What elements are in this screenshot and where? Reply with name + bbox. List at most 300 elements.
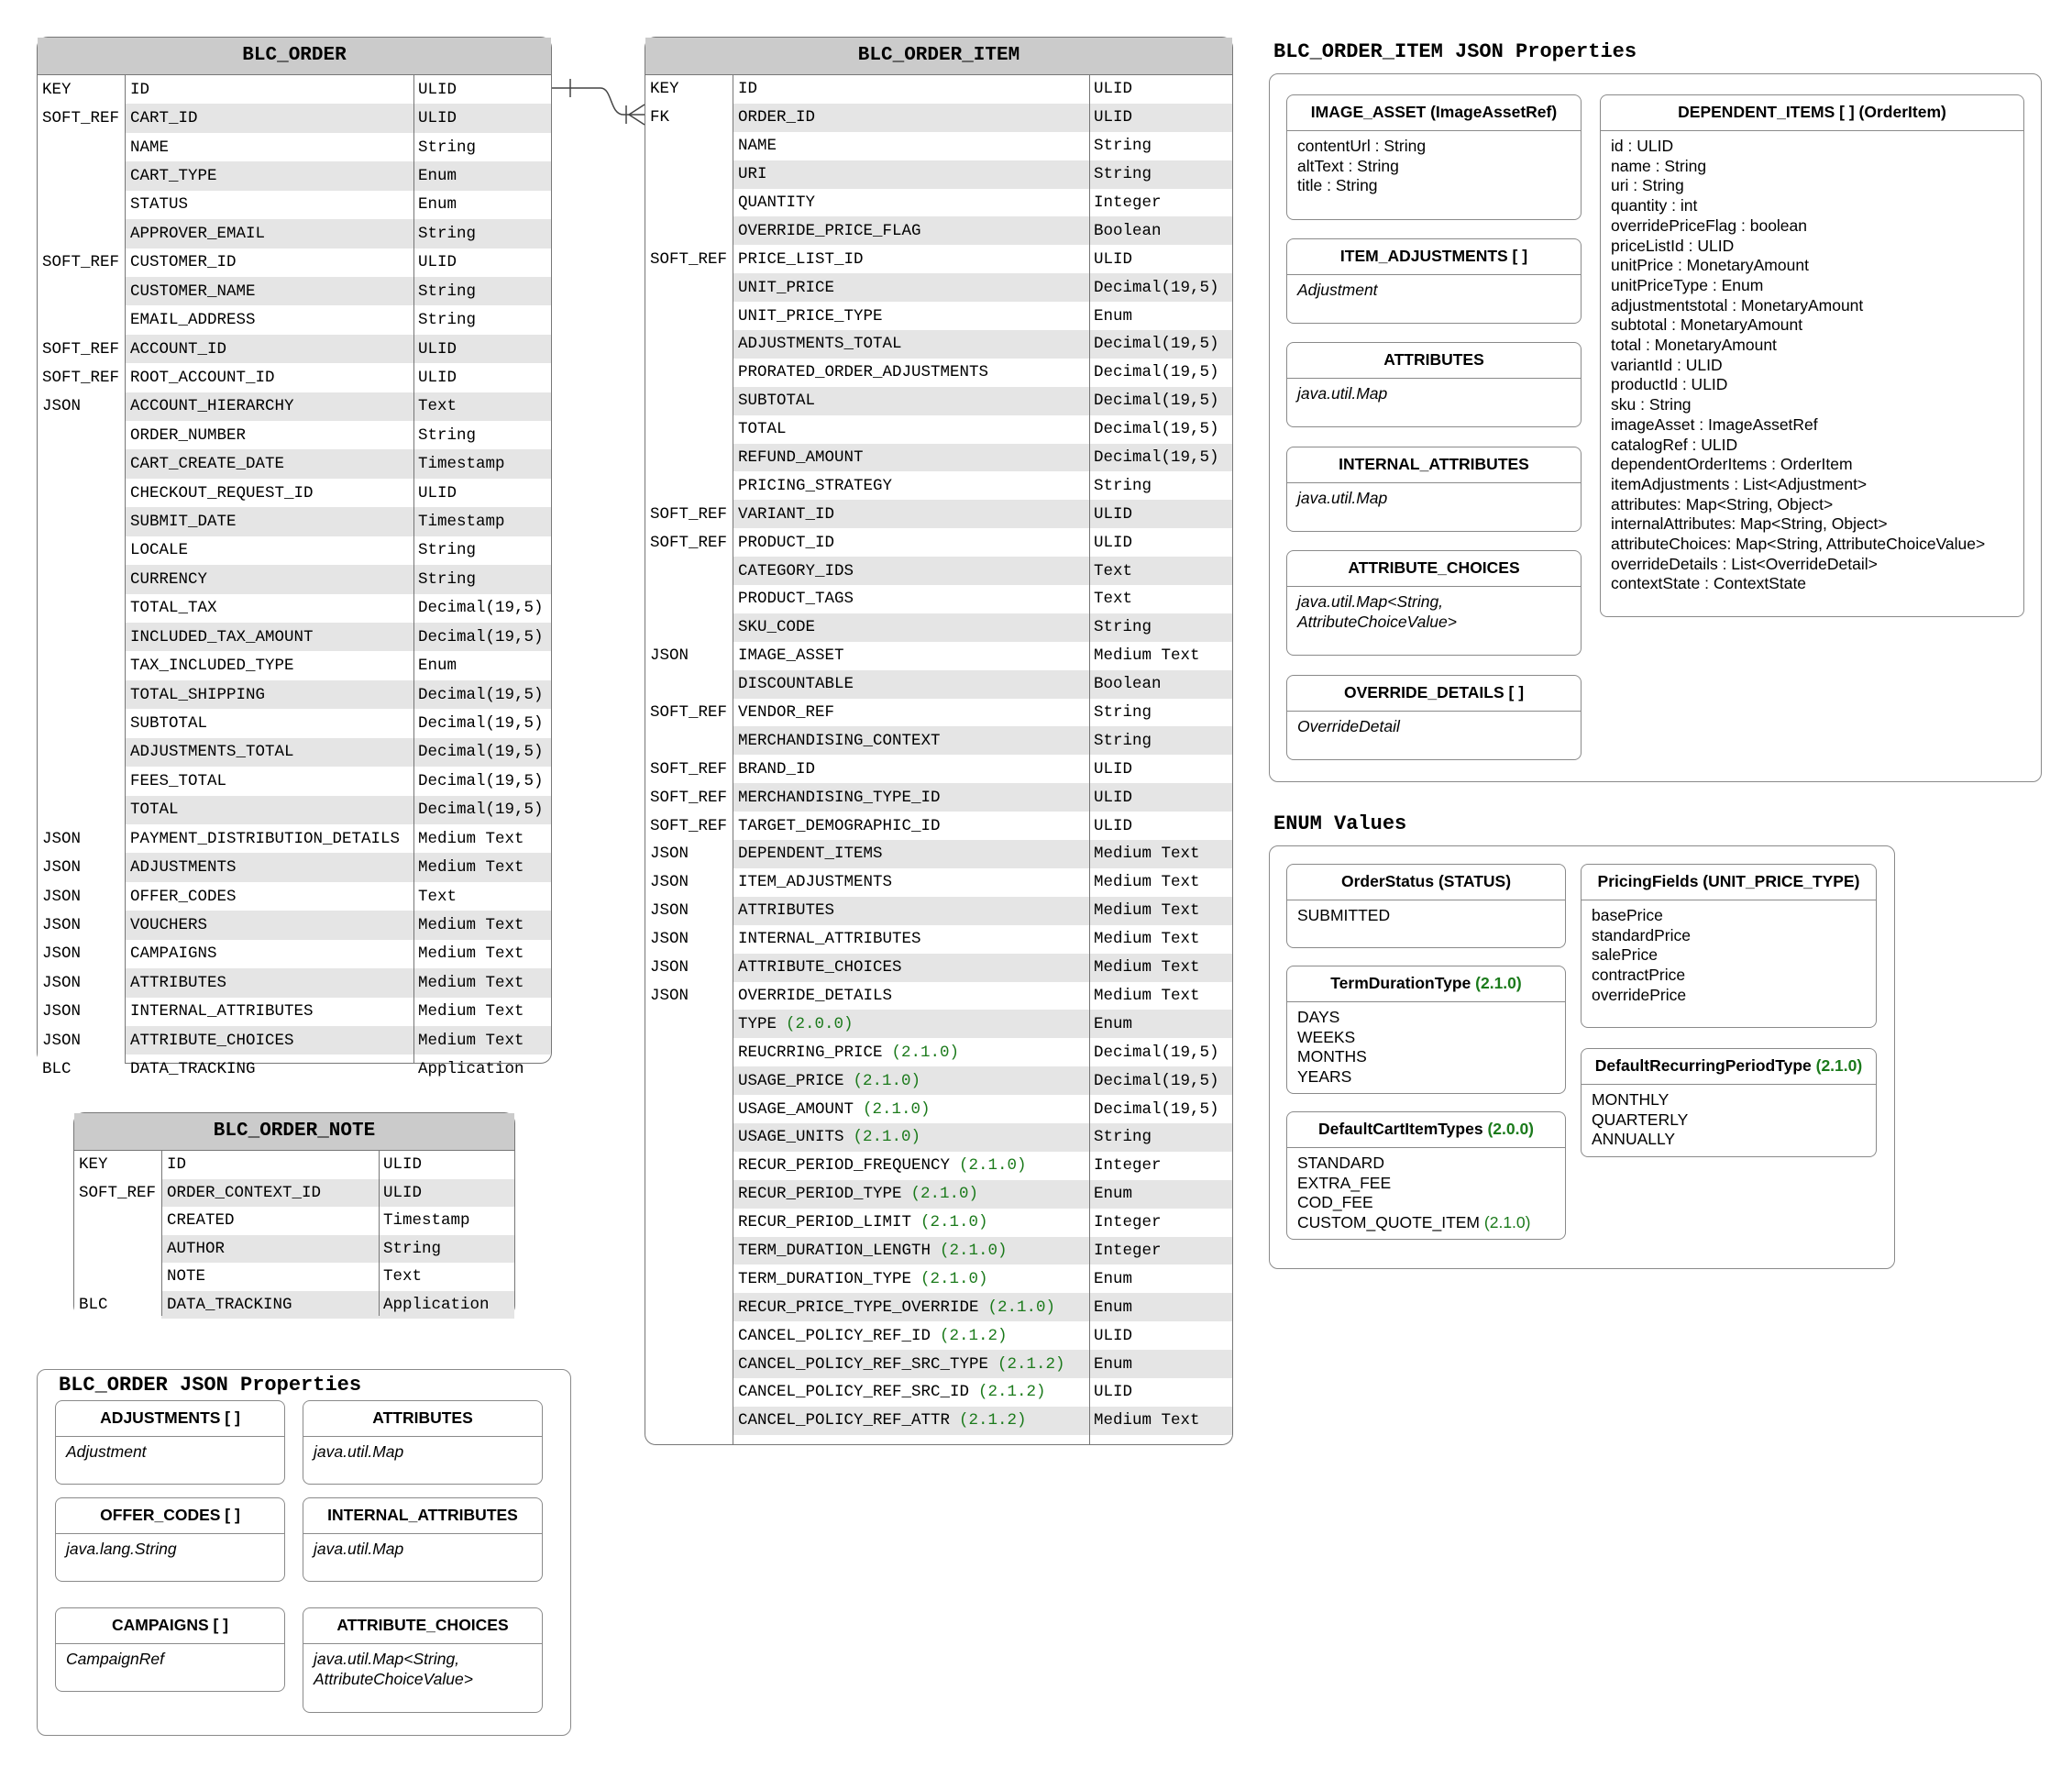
box-line: attributeChoices: Map<String, AttributeChoiceValue> bbox=[1611, 535, 1986, 554]
column-type-cell: Integer bbox=[1094, 1241, 1162, 1260]
column-name-cell bbox=[161, 1151, 379, 1179]
table-row bbox=[74, 1263, 514, 1291]
box-title: OVERRIDE_DETAILS [ ] bbox=[1287, 676, 1581, 712]
column-type-cell: Decimal(19,5) bbox=[1094, 1099, 1219, 1119]
column-name-text: DATA_TRACKING bbox=[167, 1295, 292, 1314]
column-name-text: DISCOUNTABLE bbox=[738, 675, 854, 694]
column-name-text: CART_ID bbox=[130, 109, 198, 128]
box-title: DEPENDENT_ITEMS [ ] (OrderItem) bbox=[1601, 95, 2023, 131]
column-key-cell bbox=[645, 160, 733, 189]
column-name-cell bbox=[733, 699, 1089, 727]
json-box-item-internal-attributes bbox=[1286, 447, 1582, 532]
column-name-text: TERM_DURATION_LENGTH bbox=[738, 1241, 931, 1260]
json-box-dependent-items bbox=[1600, 94, 2024, 617]
column-key-cell bbox=[645, 613, 733, 642]
table-row bbox=[38, 796, 551, 824]
table-row bbox=[645, 1123, 1232, 1152]
order-json-properties-title: BLC_ORDER JSON Properties bbox=[59, 1374, 362, 1397]
column-type-cell: String bbox=[418, 425, 477, 445]
column-name-text: QUANTITY bbox=[738, 193, 816, 212]
column-key-cell: JSON bbox=[645, 954, 733, 982]
column-name-cell bbox=[733, 104, 1089, 132]
column-type-cell: ULID bbox=[1094, 816, 1133, 835]
column-name-cell bbox=[733, 189, 1089, 217]
json-box-item-attribute-choices bbox=[1286, 550, 1582, 656]
column-name-text: SUBMIT_DATE bbox=[130, 513, 237, 532]
column-key-cell bbox=[38, 161, 125, 190]
column-key-cell: KEY bbox=[74, 1151, 161, 1179]
column-key-cell: SOFT_REF bbox=[74, 1179, 161, 1208]
column-name-cell bbox=[733, 1123, 1089, 1152]
column-type-cell: Decimal(19,5) bbox=[1094, 363, 1219, 382]
box-line: itemAdjustments : List<Adjustment> bbox=[1611, 474, 1868, 493]
column-key-cell bbox=[74, 1235, 161, 1264]
column-key-cell bbox=[645, 216, 733, 245]
column-name-text: ORDER_CONTEXT_ID bbox=[167, 1183, 322, 1202]
box-line: EXTRA_FEE bbox=[1297, 1173, 1392, 1192]
column-name-text: STATUS bbox=[130, 195, 189, 215]
box-line: standardPrice bbox=[1592, 925, 1691, 944]
column-name-cell bbox=[125, 940, 413, 968]
column-type-cell: ULID bbox=[1094, 533, 1133, 552]
box-title: CAMPAIGNS [ ] bbox=[56, 1608, 284, 1644]
column-name-cell bbox=[733, 783, 1089, 812]
box-line: overridePrice bbox=[1592, 985, 1687, 1004]
column-name-text: CHECKOUT_REQUEST_ID bbox=[130, 483, 314, 502]
column-name-text: PAYMENT_DISTRIBUTION_DETAILS bbox=[130, 829, 401, 848]
column-type-cell: Medium Text bbox=[418, 829, 524, 848]
column-name-text: PRICE_LIST_ID bbox=[738, 249, 864, 269]
table-row bbox=[38, 104, 551, 132]
column-name-text: NAME bbox=[738, 137, 777, 156]
table-row bbox=[645, 1350, 1232, 1378]
column-name-cell bbox=[733, 982, 1089, 1011]
column-key-cell: JSON bbox=[38, 940, 125, 968]
column-name-cell bbox=[733, 75, 1089, 104]
column-key-cell bbox=[38, 594, 125, 623]
column-type-cell: ULID bbox=[1094, 249, 1133, 269]
table-row bbox=[645, 812, 1232, 840]
column-name-cell bbox=[161, 1235, 379, 1264]
column-key-cell: SOFT_REF bbox=[645, 245, 733, 273]
table-row bbox=[38, 305, 551, 334]
column-name-text: TOTAL bbox=[738, 420, 787, 439]
box-line: java.util.Map bbox=[314, 1442, 404, 1461]
column-name-cell bbox=[733, 528, 1089, 557]
column-name-text: ACCOUNT_HIERARCHY bbox=[130, 397, 294, 416]
column-type-cell: ULID bbox=[1094, 788, 1133, 807]
column-name-text: PRODUCT_TAGS bbox=[738, 590, 854, 609]
column-name-cell bbox=[733, 670, 1089, 699]
box-line: title : String bbox=[1297, 176, 1378, 195]
table-row bbox=[645, 160, 1232, 189]
column-type-cell: Medium Text bbox=[1094, 1411, 1200, 1430]
column-key-cell bbox=[645, 585, 733, 613]
column-name-cell bbox=[733, 642, 1089, 670]
version-tag: (2.1.2) bbox=[997, 1354, 1065, 1374]
column-key-cell: JSON bbox=[645, 840, 733, 868]
column-name-text: CART_CREATE_DATE bbox=[130, 455, 285, 474]
column-name-text: NOTE bbox=[167, 1267, 206, 1287]
box-line: STANDARD bbox=[1297, 1154, 1384, 1172]
column-type-cell: Boolean bbox=[1094, 221, 1162, 240]
column-type-cell: Text bbox=[418, 887, 457, 906]
box-line: java.util.Map<String, bbox=[1297, 592, 1444, 611]
table-row bbox=[38, 594, 551, 623]
column-key-cell bbox=[645, 444, 733, 472]
table-row bbox=[645, 1010, 1232, 1038]
column-name-cell bbox=[125, 191, 413, 219]
box-line: java.util.Map<String, bbox=[314, 1650, 460, 1668]
table-row bbox=[645, 1038, 1232, 1066]
box-title: INTERNAL_ATTRIBUTES bbox=[303, 1498, 542, 1534]
column-key-cell bbox=[38, 796, 125, 824]
column-name-cell bbox=[125, 248, 413, 277]
table-row bbox=[38, 277, 551, 305]
blc-order-note-table bbox=[73, 1112, 515, 1317]
column-name-cell bbox=[733, 1237, 1089, 1265]
column-key-cell bbox=[645, 1180, 733, 1209]
table-row bbox=[645, 189, 1232, 217]
box-line: variantId : ULID bbox=[1611, 355, 1723, 374]
json-box-item-attributes bbox=[1286, 342, 1582, 427]
column-key-cell bbox=[38, 479, 125, 507]
column-name-text: CREATED bbox=[167, 1211, 235, 1231]
column-type-cell: String bbox=[418, 282, 477, 301]
column-type-cell: Decimal(19,5) bbox=[418, 713, 544, 733]
column-name-text: ID bbox=[130, 80, 150, 99]
column-name-text: ORDER_NUMBER bbox=[130, 425, 247, 445]
column-name-text: VARIANT_ID bbox=[738, 504, 835, 524]
column-key-cell: JSON bbox=[38, 882, 125, 911]
column-type-cell: Decimal(19,5) bbox=[1094, 448, 1219, 468]
column-name-text: RECUR_PERIOD_FREQUENCY bbox=[738, 1156, 951, 1176]
enum-box-order-status bbox=[1286, 864, 1566, 948]
column-name-cell bbox=[125, 507, 413, 536]
column-key-cell bbox=[645, 1209, 733, 1237]
column-type-cell: String bbox=[418, 311, 477, 330]
enum-box-term-duration-type bbox=[1286, 966, 1566, 1094]
column-key-cell: SOFT_REF bbox=[645, 783, 733, 812]
table-row bbox=[645, 954, 1232, 982]
box-line: MONTHS bbox=[1297, 1047, 1367, 1066]
table-row bbox=[645, 897, 1232, 925]
version-tag: (2.0.0) bbox=[1487, 1120, 1535, 1138]
column-key-cell bbox=[74, 1263, 161, 1291]
column-type-cell: Medium Text bbox=[1094, 646, 1200, 666]
column-name-cell bbox=[125, 363, 413, 392]
box-line: YEARS bbox=[1297, 1067, 1352, 1087]
table-row bbox=[38, 940, 551, 968]
column-type-cell: String bbox=[1094, 618, 1152, 637]
table-row bbox=[645, 104, 1232, 132]
column-type-cell: Enum bbox=[1094, 1014, 1133, 1033]
column-name-text: NAME bbox=[130, 138, 170, 157]
box-line: catalogRef : ULID bbox=[1611, 435, 1738, 454]
column-name-text: DATA_TRACKING bbox=[130, 1060, 256, 1079]
column-name-cell bbox=[125, 536, 413, 565]
column-divider bbox=[379, 1150, 380, 1316]
box-line: java.util.Map bbox=[1297, 384, 1388, 403]
column-type-cell: Decimal(19,5) bbox=[1094, 1071, 1219, 1090]
column-type-cell: String bbox=[383, 1239, 442, 1258]
column-name-text: ID bbox=[738, 80, 758, 99]
table-row bbox=[645, 132, 1232, 160]
table-row bbox=[38, 651, 551, 679]
column-type-cell: Medium Text bbox=[418, 1031, 524, 1050]
column-name-text: PRODUCT_ID bbox=[738, 533, 835, 552]
version-tag: (2.1.0) bbox=[959, 1156, 1027, 1176]
column-name-cell bbox=[125, 335, 413, 363]
box-line: contextState : ContextState bbox=[1611, 574, 1807, 593]
column-type-cell: Medium Text bbox=[1094, 901, 1200, 921]
box-title: INTERNAL_ATTRIBUTES bbox=[1287, 447, 1581, 483]
column-name-text: RECUR_PERIOD_TYPE bbox=[738, 1185, 902, 1204]
column-name-cell bbox=[733, 415, 1089, 444]
box-line: dependentOrderItems : OrderItem bbox=[1611, 455, 1853, 474]
column-type-cell: Medium Text bbox=[1094, 930, 1200, 949]
column-name-cell bbox=[733, 444, 1089, 472]
column-key-cell: SOFT_REF bbox=[38, 248, 125, 277]
table-row bbox=[645, 925, 1232, 954]
column-name-text: REFUND_AMOUNT bbox=[738, 448, 864, 468]
column-key-cell: JSON bbox=[38, 853, 125, 881]
column-divider bbox=[1089, 74, 1090, 1444]
column-name-text: CANCEL_POLICY_REF_SRC_ID bbox=[738, 1383, 970, 1402]
column-type-cell: Enum bbox=[418, 657, 457, 676]
column-name-cell bbox=[125, 651, 413, 679]
column-name-text: VOUCHERS bbox=[130, 915, 208, 934]
column-name-cell bbox=[125, 219, 413, 248]
dependent-items-fields bbox=[1601, 131, 2023, 600]
box-line: productId : ULID bbox=[1611, 375, 1728, 394]
column-name-text: DEPENDENT_ITEMS bbox=[738, 845, 883, 864]
column-name-cell bbox=[733, 1321, 1089, 1350]
column-name-cell bbox=[733, 500, 1089, 528]
column-key-cell bbox=[645, 471, 733, 500]
table-row bbox=[645, 245, 1232, 273]
column-key-cell bbox=[38, 133, 125, 161]
json-box-adjustments bbox=[55, 1400, 285, 1485]
table-row bbox=[645, 726, 1232, 755]
column-type-cell: Decimal(19,5) bbox=[418, 743, 544, 762]
column-name-text: REUCRRING_PRICE bbox=[738, 1043, 883, 1062]
column-key-cell: SOFT_REF bbox=[645, 755, 733, 783]
column-name-cell bbox=[733, 302, 1089, 330]
column-key-cell bbox=[38, 507, 125, 536]
box-title bbox=[1287, 966, 1565, 1002]
table-row bbox=[38, 1026, 551, 1055]
column-type-cell: ULID bbox=[418, 368, 457, 387]
column-type-cell: Enum bbox=[1094, 1185, 1133, 1204]
box-title bbox=[1582, 1049, 1876, 1085]
column-name-cell bbox=[161, 1207, 379, 1235]
table-row bbox=[645, 585, 1232, 613]
column-type-cell: Decimal(19,5) bbox=[418, 771, 544, 790]
column-name-text: IMAGE_ASSET bbox=[738, 646, 844, 666]
column-type-cell: Timestamp bbox=[383, 1211, 470, 1231]
version-tag: (2.1.0) bbox=[920, 1213, 988, 1232]
box-line bbox=[1297, 1213, 1555, 1233]
column-type-cell: Integer bbox=[1094, 1213, 1162, 1232]
box-line: AttributeChoiceValue> bbox=[314, 1669, 473, 1688]
column-key-cell bbox=[645, 1095, 733, 1123]
column-key-cell bbox=[645, 330, 733, 359]
column-key-cell bbox=[645, 1378, 733, 1407]
column-name-text: URI bbox=[738, 165, 767, 184]
column-type-cell: Medium Text bbox=[1094, 845, 1200, 864]
blc-order-table bbox=[37, 37, 552, 1079]
column-name-cell bbox=[733, 1180, 1089, 1209]
column-name-cell bbox=[733, 471, 1089, 500]
column-name-text: ACCOUNT_ID bbox=[130, 339, 227, 359]
table-row bbox=[38, 191, 551, 219]
column-type-cell: Decimal(19,5) bbox=[1094, 335, 1219, 354]
column-name-text: USAGE_UNITS bbox=[738, 1128, 844, 1147]
column-name-cell bbox=[733, 585, 1089, 613]
box-line: QUARTERLY bbox=[1592, 1110, 1689, 1129]
table-row bbox=[645, 642, 1232, 670]
column-type-cell: Decimal(19,5) bbox=[418, 685, 544, 704]
column-key-cell: SOFT_REF bbox=[645, 699, 733, 727]
column-key-cell: FK bbox=[645, 104, 733, 132]
column-name-text: SUBTOTAL bbox=[130, 713, 208, 733]
column-type-cell: Application bbox=[418, 1060, 524, 1079]
box-line: id : ULID bbox=[1611, 137, 1674, 155]
box-line: altText : String bbox=[1297, 156, 1399, 175]
column-name-text: SUBTOTAL bbox=[738, 392, 816, 411]
column-name-text: UNIT_PRICE bbox=[738, 278, 835, 297]
column-name-text: CATEGORY_IDS bbox=[738, 561, 854, 580]
column-name-cell bbox=[125, 565, 413, 593]
box-line: subtotal : MonetaryAmount bbox=[1611, 315, 1803, 335]
column-name-text: TYPE bbox=[738, 1014, 777, 1033]
column-name-text: INCLUDED_TAX_AMOUNT bbox=[130, 627, 314, 646]
table-row bbox=[38, 219, 551, 248]
table-title: BLC_ORDER_ITEM bbox=[645, 38, 1232, 75]
column-key-cell bbox=[38, 449, 125, 478]
box-line: Adjustment bbox=[66, 1442, 147, 1461]
box-line: OverrideDetail bbox=[1297, 717, 1400, 735]
column-name-cell bbox=[733, 1265, 1089, 1293]
column-name-cell bbox=[733, 925, 1089, 954]
box-line: adjustmentstotal : MonetaryAmount bbox=[1611, 295, 1864, 315]
table-row bbox=[38, 623, 551, 651]
column-type-cell: Medium Text bbox=[418, 944, 524, 964]
version-tag: (2.1.0) bbox=[853, 1071, 921, 1090]
column-type-cell: ULID bbox=[1094, 1326, 1133, 1345]
table-row bbox=[645, 1293, 1232, 1321]
box-title-text: DefaultRecurringPeriodType bbox=[1594, 1056, 1812, 1075]
column-key-cell bbox=[38, 219, 125, 248]
column-type-cell: Medium Text bbox=[1094, 958, 1200, 977]
table-row bbox=[645, 1180, 1232, 1209]
table-row bbox=[38, 363, 551, 392]
column-key-cell bbox=[645, 1407, 733, 1435]
column-name-text: ROOT_ACCOUNT_ID bbox=[130, 368, 275, 387]
json-box-item-adjustments bbox=[1286, 238, 1582, 324]
box-line: imageAsset : ImageAssetRef bbox=[1611, 414, 1818, 434]
column-name-text: CANCEL_POLICY_REF_ID bbox=[738, 1326, 931, 1345]
box-line: java.lang.String bbox=[66, 1540, 177, 1558]
version-tag: (2.1.2) bbox=[940, 1326, 1008, 1345]
table-row bbox=[645, 1209, 1232, 1237]
column-type-cell: Integer bbox=[1094, 1156, 1162, 1176]
column-type-cell: Enum bbox=[1094, 306, 1133, 326]
table-row bbox=[645, 1095, 1232, 1123]
box-line: priceListId : ULID bbox=[1611, 236, 1735, 255]
version-tag: (2.1.0) bbox=[987, 1298, 1056, 1317]
column-key-cell: SOFT_REF bbox=[38, 104, 125, 132]
table-row bbox=[645, 755, 1232, 783]
table-row bbox=[38, 133, 551, 161]
column-name-cell bbox=[125, 796, 413, 824]
column-key-cell: SOFT_REF bbox=[645, 812, 733, 840]
table-row bbox=[645, 302, 1232, 330]
column-name-text: ORDER_ID bbox=[738, 108, 816, 127]
column-name-text: RECUR_PERIOD_LIMIT bbox=[738, 1213, 912, 1232]
column-key-cell: SOFT_REF bbox=[645, 528, 733, 557]
box-line: DAYS bbox=[1297, 1008, 1340, 1026]
column-key-cell bbox=[645, 1123, 733, 1152]
json-box-internal-attributes bbox=[303, 1497, 543, 1582]
table-row bbox=[38, 1055, 551, 1083]
version-tag: (2.1.0) bbox=[940, 1241, 1008, 1260]
column-type-cell: Decimal(19,5) bbox=[1094, 1043, 1219, 1062]
column-type-cell: Timestamp bbox=[418, 513, 505, 532]
column-name-cell bbox=[125, 1055, 413, 1083]
version-tag: (2.0.0) bbox=[786, 1014, 854, 1033]
column-name-cell bbox=[161, 1179, 379, 1208]
column-key-cell: JSON bbox=[38, 392, 125, 421]
column-name-cell bbox=[733, 1152, 1089, 1180]
table-rows bbox=[74, 1151, 514, 1319]
column-name-cell bbox=[733, 1350, 1089, 1378]
table-row bbox=[38, 335, 551, 363]
table-row bbox=[645, 415, 1232, 444]
box-title: OFFER_CODES [ ] bbox=[56, 1498, 284, 1534]
column-name-text: PRORATED_ORDER_ADJUSTMENTS bbox=[738, 363, 989, 382]
table-row bbox=[38, 479, 551, 507]
enum-box-default-cart-item-types bbox=[1286, 1111, 1566, 1240]
box-line: basePrice bbox=[1592, 906, 1663, 924]
box-line: quantity : int bbox=[1611, 196, 1698, 215]
column-name-cell bbox=[733, 1066, 1089, 1095]
column-type-cell: Timestamp bbox=[418, 455, 505, 474]
column-type-cell: ULID bbox=[418, 483, 457, 502]
column-name-text: OFFER_CODES bbox=[130, 887, 237, 906]
column-name-cell bbox=[733, 868, 1089, 897]
column-key-cell bbox=[645, 1293, 733, 1321]
column-name-cell bbox=[733, 359, 1089, 387]
column-name-cell bbox=[125, 133, 413, 161]
table-row bbox=[38, 968, 551, 997]
column-name-cell bbox=[733, 1293, 1089, 1321]
box-line: java.util.Map bbox=[314, 1540, 404, 1558]
box-line: overridePriceFlag : boolean bbox=[1611, 215, 1808, 235]
column-name-cell bbox=[125, 882, 413, 911]
column-type-cell: Medium Text bbox=[418, 973, 524, 992]
table-row bbox=[74, 1179, 514, 1208]
box-title: IMAGE_ASSET (ImageAssetRef) bbox=[1287, 95, 1581, 131]
column-type-cell: ULID bbox=[1094, 108, 1133, 127]
column-name-text: APPROVER_EMAIL bbox=[130, 224, 266, 243]
column-type-cell: Decimal(19,5) bbox=[418, 801, 544, 820]
column-name-text: UNIT_PRICE_TYPE bbox=[738, 306, 883, 326]
box-line: WEEKS bbox=[1297, 1027, 1356, 1046]
column-name-text: RECUR_PRICE_TYPE_OVERRIDE bbox=[738, 1298, 979, 1317]
column-name-cell bbox=[125, 277, 413, 305]
